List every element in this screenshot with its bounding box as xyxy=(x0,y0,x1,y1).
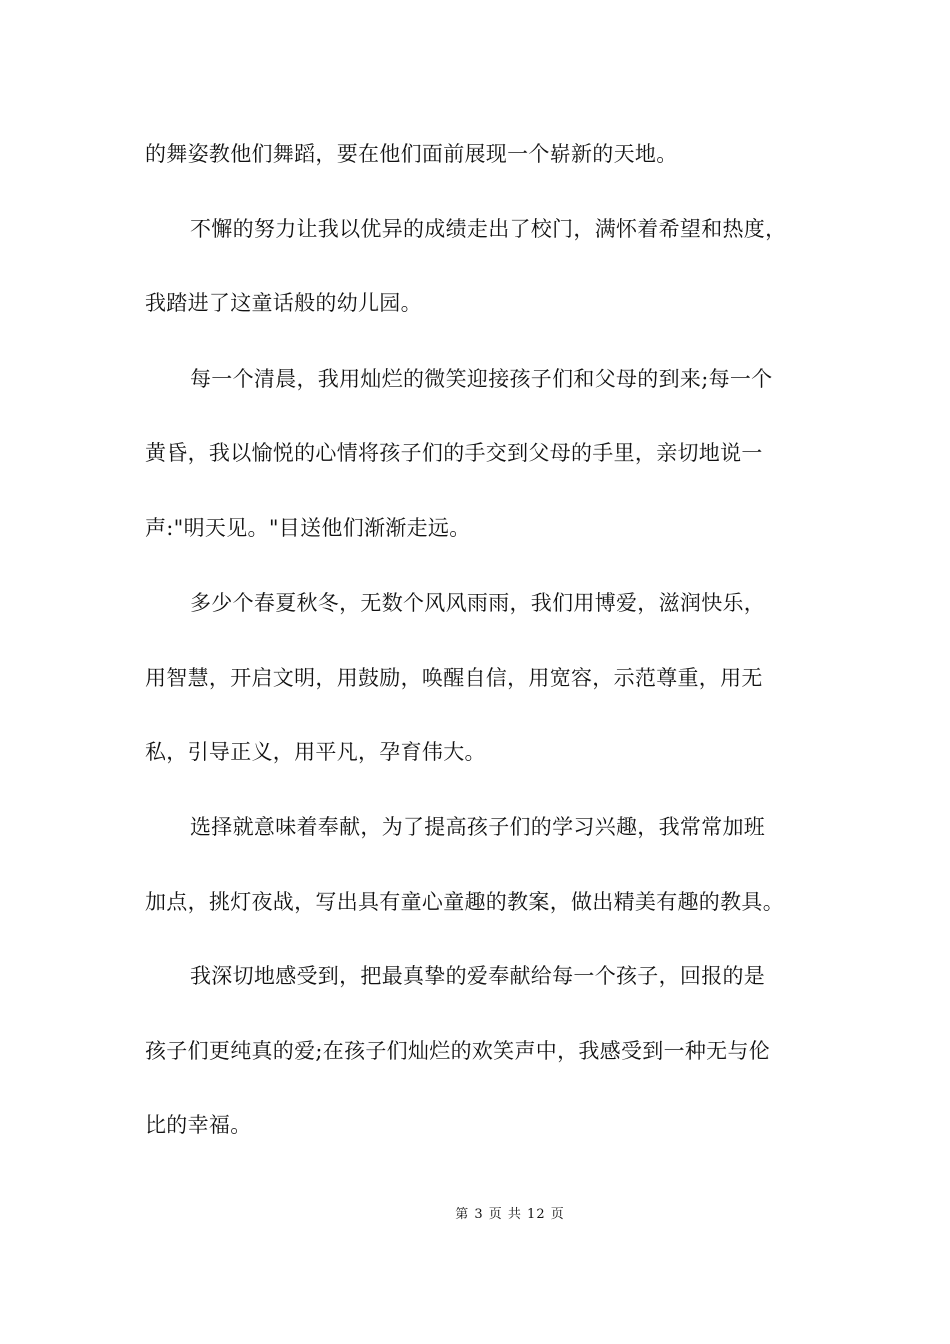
text-line-4: 每一个清晨，我用灿烂的微笑迎接孩子们和父母的到来;每一个 xyxy=(190,367,773,391)
text-line-12: 我深切地感受到，把最真挚的爱奉献给每一个孩子，回报的是 xyxy=(190,964,766,988)
text-line-7: 多少个春夏秋冬，无数个风风雨雨，我们用博爱，滋润快乐， xyxy=(190,591,766,615)
text-line-14: 比的幸福。 xyxy=(145,1113,252,1137)
text-line-8: 用智慧，开启文明，用鼓励，唤醒自信，用宽容，示范尊重，用无 xyxy=(145,666,763,690)
text-line-13: 孩子们更纯真的爱;在孩子们灿烂的欢笑声中，我感受到一种无与伦 xyxy=(145,1039,771,1063)
text-line-3: 我踏进了这童话般的幼儿园。 xyxy=(145,291,422,315)
text-line-11: 加点，挑灯夜战，写出具有童心童趣的教案，做出精美有趣的教具。 xyxy=(145,890,784,914)
text-line-1: 的舞姿教他们舞蹈，要在他们面前展现一个崭新的天地。 xyxy=(145,142,678,166)
text-line-9: 私，引导正义，用平凡，孕育伟大。 xyxy=(145,740,486,764)
page-number-footer: 第 3 页 共 12 页 xyxy=(455,1207,565,1222)
text-line-5: 黄昏，我以愉悦的心情将孩子们的手交到父母的手里，亲切地说一 xyxy=(145,441,763,465)
text-line-6: 声:"明天见。"目送他们渐渐走远。 xyxy=(145,516,471,540)
text-line-10: 选择就意味着奉献，为了提高孩子们的学习兴趣，我常常加班 xyxy=(190,815,766,839)
text-line-2: 不懈的努力让我以优异的成绩走出了校门，满怀着希望和热度， xyxy=(190,217,787,241)
